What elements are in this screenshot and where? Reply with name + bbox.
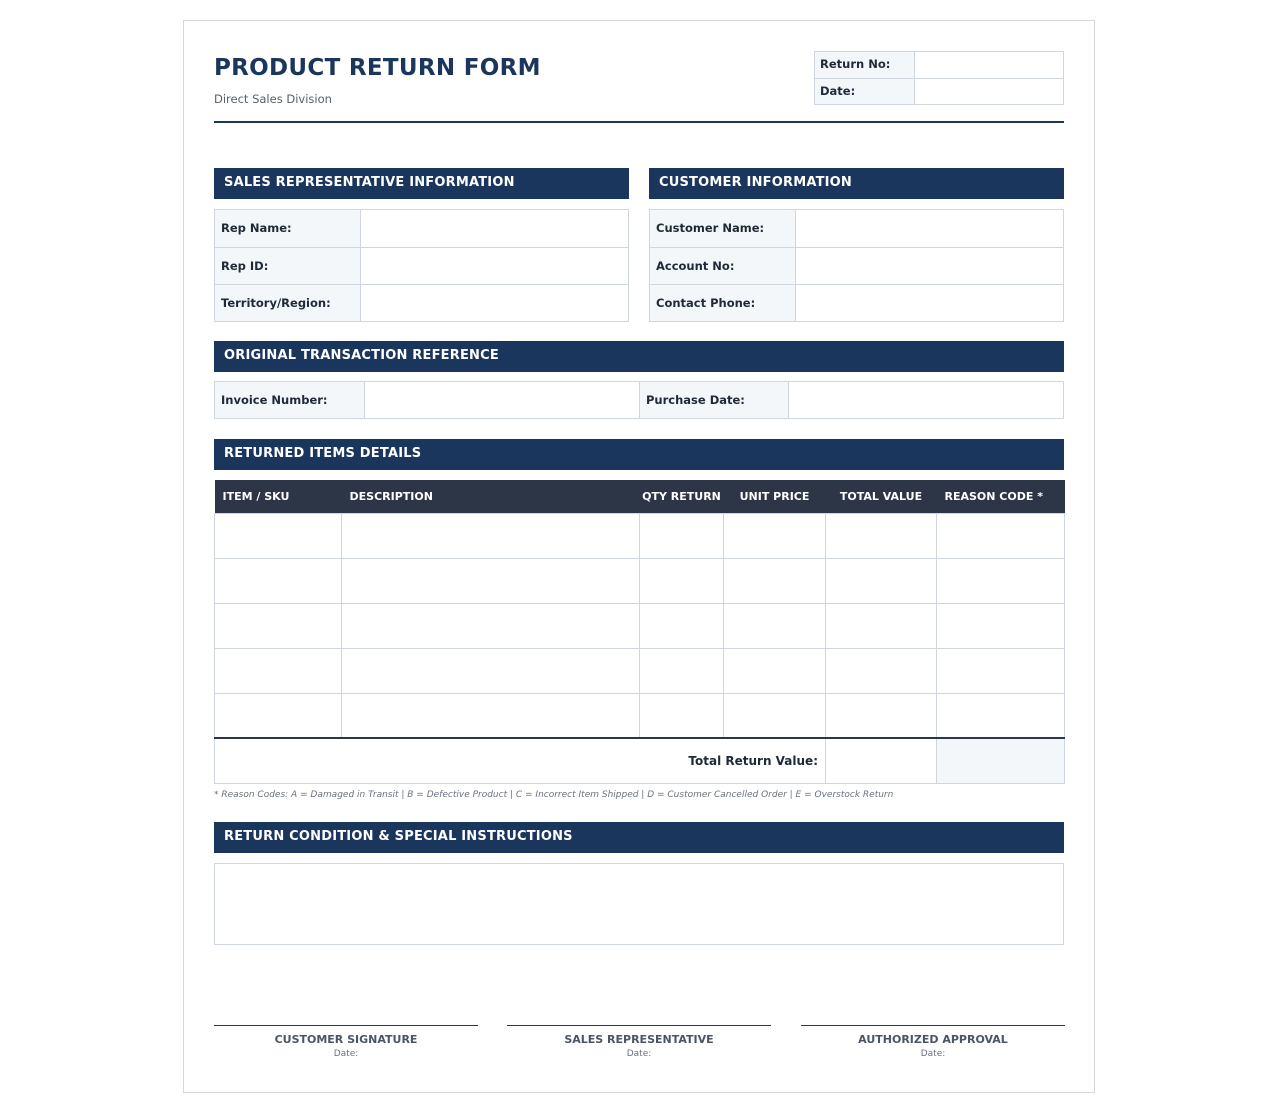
return-meta-box: [814, 51, 1064, 105]
total-return-blank-cell: [937, 738, 1065, 783]
table-row: [215, 693, 1065, 738]
reason-code-cell[interactable]: [937, 513, 1065, 558]
item-sku-cell[interactable]: [215, 693, 342, 738]
total-value-cell[interactable]: [826, 648, 937, 693]
total-return-value-label: Total Return Value:: [215, 738, 826, 783]
customer-signature-date: Date:: [333, 1049, 359, 1059]
return-no-field[interactable]: [915, 52, 1063, 78]
reason-code-cell[interactable]: [937, 693, 1065, 738]
purchase-date-field[interactable]: [789, 382, 1063, 418]
contact-phone-label: Contact Phone:: [650, 285, 796, 321]
sales-rep-signature-label: SALES REPRESENTATIVE: [564, 1033, 714, 1046]
contact-phone-field[interactable]: [796, 285, 1063, 321]
return-no-label: Return No:: [815, 52, 915, 78]
customer-signature-label: CUSTOMER SIGNATURE: [274, 1033, 418, 1046]
customer-signature-block[interactable]: [214, 1025, 478, 1059]
description-cell[interactable]: [342, 558, 640, 603]
col-item-sku: ITEM / SKU: [215, 480, 342, 513]
total-return-value-field[interactable]: [826, 738, 937, 783]
invoice-number-field[interactable]: [365, 382, 640, 418]
territory-label: Territory/Region:: [215, 285, 361, 321]
unit-price-cell[interactable]: [724, 693, 826, 738]
item-sku-cell[interactable]: [215, 513, 342, 558]
items-header-row: [215, 480, 1065, 513]
transaction-table: [214, 381, 1064, 419]
col-qty-return: QTY RETURN: [640, 480, 724, 513]
reason-codes-footnote: * Reason Codes: A = Damaged in Transit | B = Defective Product | C = Incorrect Item Shipped | D = Customer Cancelled Order | E = Overstock Return: [214, 790, 894, 800]
returned-items-table: [214, 480, 1065, 784]
items-heading: RETURNED ITEMS DETAILS: [214, 439, 1064, 470]
total-value-cell[interactable]: [826, 603, 937, 648]
col-unit-price: UNIT PRICE: [724, 480, 826, 513]
sales-rep-heading: SALES REPRESENTATIVE INFORMATION: [214, 168, 629, 199]
unit-price-cell[interactable]: [724, 558, 826, 603]
table-row: [215, 513, 1065, 558]
page-subtitle: Direct Sales Division: [214, 92, 332, 106]
total-row: [215, 738, 1065, 783]
unit-price-cell[interactable]: [724, 513, 826, 558]
customer-name-field[interactable]: [796, 210, 1063, 247]
instructions-textarea[interactable]: [214, 863, 1064, 945]
qty-cell[interactable]: [640, 558, 724, 603]
instructions-heading: RETURN CONDITION & SPECIAL INSTRUCTIONS: [214, 822, 1064, 853]
customer-table: [649, 209, 1064, 322]
reason-code-cell[interactable]: [937, 558, 1065, 603]
table-row: [215, 648, 1065, 693]
item-sku-cell[interactable]: [215, 603, 342, 648]
col-description: DESCRIPTION: [342, 480, 640, 513]
transaction-heading: ORIGINAL TRANSACTION REFERENCE: [214, 341, 1064, 372]
form-header: [214, 51, 1064, 123]
page-title: PRODUCT RETURN FORM: [214, 55, 541, 81]
sales-rep-signature-block[interactable]: [507, 1025, 771, 1059]
qty-cell[interactable]: [640, 648, 724, 693]
sales-rep-table: [214, 209, 629, 322]
total-value-cell[interactable]: [826, 558, 937, 603]
rep-name-field[interactable]: [361, 210, 628, 247]
qty-cell[interactable]: [640, 513, 724, 558]
table-row: [215, 603, 1065, 648]
approval-signature-label: AUTHORIZED APPROVAL: [858, 1033, 1008, 1046]
qty-cell[interactable]: [640, 603, 724, 648]
purchase-date-label: Purchase Date:: [640, 382, 789, 418]
customer-name-label: Customer Name:: [650, 210, 796, 247]
description-cell[interactable]: [342, 693, 640, 738]
customer-heading: CUSTOMER INFORMATION: [649, 168, 1064, 199]
unit-price-cell[interactable]: [724, 648, 826, 693]
account-no-field[interactable]: [796, 248, 1063, 284]
description-cell[interactable]: [342, 603, 640, 648]
item-sku-cell[interactable]: [215, 648, 342, 693]
invoice-number-label: Invoice Number:: [215, 382, 365, 418]
col-reason-code: REASON CODE *: [937, 480, 1065, 513]
rep-id-label: Rep ID:: [215, 248, 361, 284]
reason-code-cell[interactable]: [937, 648, 1065, 693]
table-row: [215, 558, 1065, 603]
territory-field[interactable]: [361, 285, 628, 321]
return-form-page: [183, 20, 1095, 1093]
account-no-label: Account No:: [650, 248, 796, 284]
description-cell[interactable]: [342, 648, 640, 693]
return-date-label: Date:: [815, 79, 915, 104]
item-sku-cell[interactable]: [215, 558, 342, 603]
total-value-cell[interactable]: [826, 513, 937, 558]
unit-price-cell[interactable]: [724, 603, 826, 648]
col-total-value: TOTAL VALUE: [826, 480, 937, 513]
approval-signature-date: Date:: [920, 1049, 946, 1059]
return-date-field[interactable]: [915, 79, 1063, 104]
qty-cell[interactable]: [640, 693, 724, 738]
rep-name-label: Rep Name:: [215, 210, 361, 247]
reason-code-cell[interactable]: [937, 603, 1065, 648]
rep-id-field[interactable]: [361, 248, 628, 284]
sales-rep-signature-date: Date:: [626, 1049, 652, 1059]
total-value-cell[interactable]: [826, 693, 937, 738]
approval-signature-block[interactable]: [801, 1025, 1065, 1059]
description-cell[interactable]: [342, 513, 640, 558]
